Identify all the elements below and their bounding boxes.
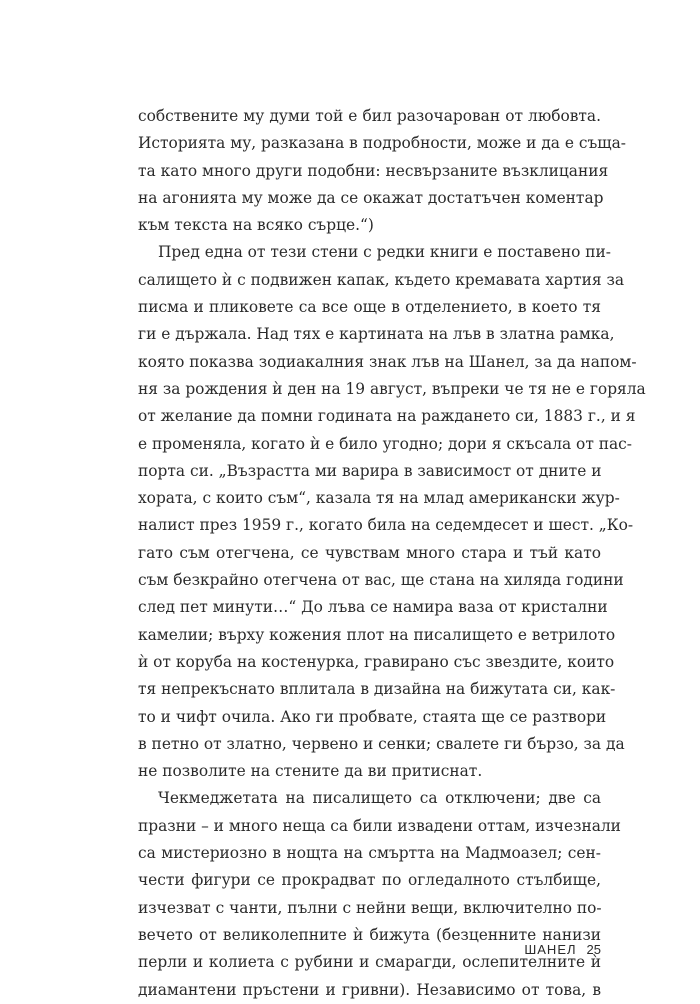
running-head: ШАНЕЛ — [524, 942, 577, 957]
text-line: чести фигури се прокрадват по огледалното стълбище, — [138, 871, 601, 890]
text-line: празни – и много неща са били извадени оттам, изчезнали — [138, 816, 621, 835]
text-line: камелии; върху кожения плот на писалището е ветрилото — [138, 625, 616, 644]
text-line: в петно от златно, червено и сенки; свалете ги бързо, за да — [138, 734, 625, 753]
text-line: Пред една от тези стени с редки книги е поставено пи- — [158, 243, 611, 262]
page-number: 25 — [586, 942, 601, 957]
text-line: Историята му, разказана в подробности, може и да е съща- — [138, 134, 626, 153]
text-line: е променяла, когато ѝ е било угодно; дори я скъсала от пас- — [138, 434, 632, 453]
text-line: са мистериозно в нощта на смъртта на Мадмоазел; сен- — [138, 844, 601, 863]
text-line: от желание да помни годината на раждането си, 1883 г., и я — [138, 407, 636, 426]
text-line: порта си. „Възрастта ми варира в зависимост от дните и — [138, 461, 602, 480]
text-line: Чекмеджетата на писалището са отключени; две са — [158, 789, 601, 808]
text-line: вечето от великолепните ѝ бижута (безценните нанизи — [138, 925, 601, 944]
body-text — [138, 103, 646, 1004]
text-line: която показва зодиакалния знак лъв на Шанел, за да напом- — [138, 352, 637, 371]
text-line: то и чифт очила. Ако ги пробвате, стаята ще се разтвори — [138, 707, 607, 726]
text-line: гато съм отегчена, се чувствам много стара и тъй като — [138, 543, 601, 562]
text-line: налист през 1959 г., когато била на седемдесет и шест. „Ко- — [138, 516, 634, 535]
text-line: собствените му думи той е бил разочарован от любовта. — [138, 107, 601, 125]
text-line: след пет минути…“ До лъва се намира ваза от кристални — [138, 598, 608, 617]
text-line: хората, с които съм“, казала тя на млад американски жур- — [138, 489, 620, 508]
text-line: ги е държала. Над тях е картината на лъв в златна рамка, — [138, 325, 615, 344]
page-footer — [524, 942, 601, 957]
text-line: тя непрекъснато вплитала в дизайна на бижутата си, как- — [138, 680, 616, 699]
text-line: не позволите на стените да ви притиснат. — [138, 762, 483, 781]
text-line: ня за рождения ѝ ден на 19 август, въпреки че тя не е горяла — [138, 379, 646, 398]
text-line: перли и колиета с рубини и смарагди, ослепителните ѝ — [138, 953, 601, 972]
text-line: салището ѝ с подвижен капак, където кремавата хартия за — [138, 270, 625, 289]
text-line: съм безкрайно отегчена от вас, ще стана на хиляда години — [138, 571, 624, 590]
text-line: на агонията му може да се окажат достатъчен коментар — [138, 188, 604, 207]
text-line: изчезват с чанти, пълни с нейни вещи, включително по- — [138, 898, 602, 917]
text-line: към текста на всяко сърце.“) — [138, 216, 374, 235]
text-line: писма и пликовете са все още в отделението, в което тя — [138, 298, 601, 317]
text-line: та като много други подобни: несвързаните възклицания — [138, 161, 609, 180]
text-line: ѝ от коруба на костенурка, гравирано със звездите, които — [138, 652, 615, 671]
text-line: диамантени пръстени и гривни). Независимо от това, в — [138, 980, 601, 999]
